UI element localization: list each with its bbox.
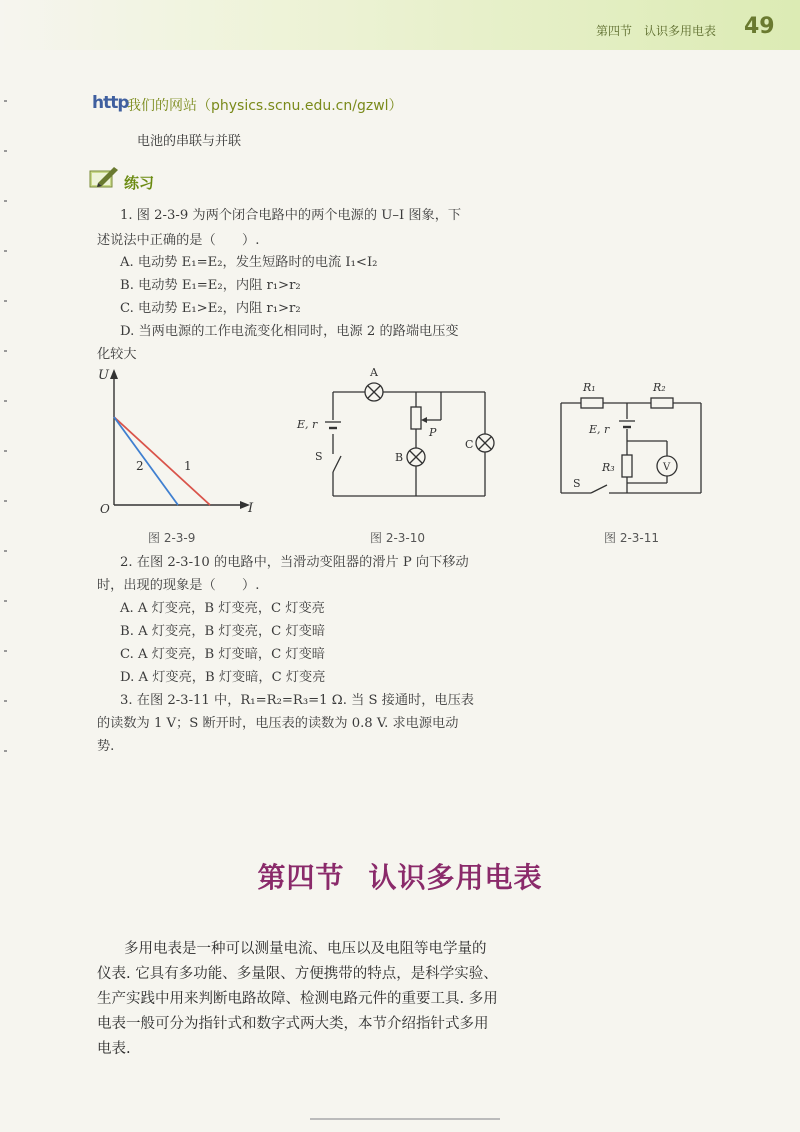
footer-rule — [310, 1118, 500, 1120]
header-section-label: 第四节 认识多用电表 — [596, 24, 717, 38]
exercise-title: 练习 — [124, 174, 155, 192]
exercise-line: A. 电动势 E₁=E₂，发生短路时的电流 I₁<I₂ — [120, 255, 378, 270]
margin-ticks — [4, 60, 10, 1060]
website-logo: http — [92, 93, 129, 113]
paragraph-line: 电表一般可分为指针式和数字式两大类，本节介绍指针式多用 — [97, 1016, 489, 1032]
figure-2-3-11 — [545, 375, 720, 505]
figure-2-3-9 — [90, 365, 265, 520]
axis-x-label: I — [248, 501, 254, 516]
exercise-line: A. A 灯变亮，B 灯变亮，C 灯变亮 — [120, 601, 325, 616]
label-Er: E, r — [589, 423, 610, 436]
label-R1: R₁ — [583, 381, 596, 394]
exercise-line: 化较大 — [97, 347, 137, 362]
label-S: S — [315, 450, 323, 463]
website-title: 我们的网站（physics.scnu.edu.cn/gzwl） — [127, 98, 403, 114]
exercise-line: B. A 灯变亮，B 灯变亮，C 灯变暗 — [120, 624, 326, 639]
exercise-line: 势. — [97, 739, 115, 754]
line-1-label: 1 — [184, 459, 192, 473]
paragraph-line: 生产实践中用来判断电路故障、检测电路元件的重要工具. 多用 — [97, 991, 498, 1007]
paragraph-line: 多用电表是一种可以测量电流、电压以及电阻等电学量的 — [124, 941, 487, 957]
line-2 — [114, 417, 178, 505]
exercise-line: C. A 灯变亮，B 灯变暗，C 灯变暗 — [120, 647, 325, 662]
paragraph-line: 仪表. 它具有多功能、多量限、方便携带的特点，是科学实验、 — [97, 966, 498, 982]
label-C: C — [465, 438, 474, 451]
figure-caption: 图 2-3-11 — [604, 531, 660, 545]
figure-caption: 图 2-3-10 — [370, 531, 426, 545]
exercise-line: 1. 图 2-3-9 为两个闭合电路中的两个电源的 U–I 图象，下 — [120, 208, 462, 223]
label-A: A — [370, 366, 378, 379]
page-number: 49 — [744, 14, 775, 39]
exercise-line: 述说法中正确的是（ ）. — [97, 233, 260, 248]
section-title — [0, 856, 800, 896]
label-R2: R₂ — [653, 381, 666, 394]
exercise-line: 时，出现的现象是（ ）. — [97, 578, 260, 593]
figure-2-3-10 — [285, 362, 500, 510]
label-Er: E, r — [297, 418, 318, 431]
exercise-line: C. 电动势 E₁>E₂，内阻 r₁>r₂ — [120, 301, 301, 316]
line-1 — [114, 417, 210, 505]
label-S: S — [573, 477, 581, 490]
exercise-line: 3. 在图 2-3-11 中，R₁=R₂=R₃=1 Ω. 当 S 接通时，电压表 — [120, 693, 474, 708]
label-V: V — [663, 462, 671, 473]
origin-label: O — [100, 502, 110, 516]
exercise-line: D. A 灯变亮，B 灯变暗，C 灯变亮 — [120, 670, 326, 685]
exercise-line: 2. 在图 2-3-10 的电路中，当滑动变阻器的滑片 P 向下移动 — [120, 555, 469, 570]
paragraph-line: 电表. — [97, 1041, 131, 1057]
exercise-line: 的读数为 1 V；S 断开时，电压表的读数为 0.8 V. 求电源电动 — [97, 716, 459, 731]
pencil-icon — [88, 163, 122, 189]
exercise-line: D. 当两电源的工作电流变化相同时，电源 2 的路端电压变 — [120, 324, 459, 339]
label-B: B — [395, 451, 404, 464]
figure-caption: 图 2-3-9 — [148, 531, 196, 545]
section-number: 第四节 — [257, 861, 345, 894]
line-2-label: 2 — [136, 459, 144, 473]
website-item: 电池的串联与并联 — [137, 134, 242, 149]
exercise-line: B. 电动势 E₁=E₂，内阻 r₁>r₂ — [120, 278, 301, 293]
axis-y-label: U — [98, 368, 109, 383]
label-R3: R₃ — [602, 461, 615, 474]
label-P: P — [429, 426, 437, 439]
section-name: 认识多用电表 — [368, 861, 543, 894]
